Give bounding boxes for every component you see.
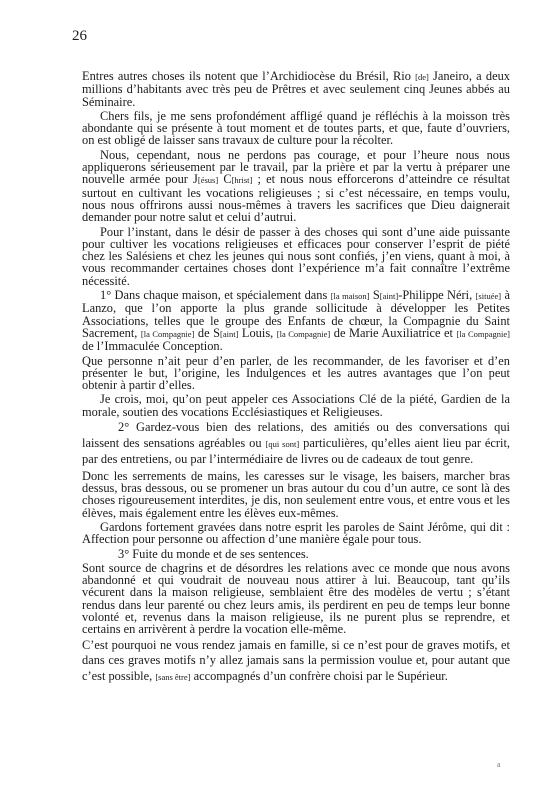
paragraph-13: C’est pourquoi ne vous rendez jamais en famille, si ce n’est pour de graves motifs, et dans ces graves motifs n’y allez jamais sans la permission voulue et, pour autant que c’est possible, [sans être] accompagnés d’un confrère choisi par le Supérieur. bbox=[82, 637, 510, 683]
editorial-insertion: [de] bbox=[415, 72, 429, 82]
editorial-insertion: [aint] bbox=[220, 328, 239, 339]
editorial-insertion: [hrist] bbox=[231, 175, 253, 186]
paragraph-8: 2° Gardez-vous bien des relations, des amitiés ou des conversations qui laissent des sensations agréables ou [qui sont] particulières, qu’elles aient lieu par écrit, par des entretiens, ou par l’intermédiaire de livres ou de cadeaux de tout genre. bbox=[82, 420, 510, 467]
paragraph-10: Gardons fortement gravées dans notre esprit les paroles de Saint Jérôme, qui dit : Affection pour personne ou affection d’une manière égale pour tous. bbox=[82, 519, 510, 547]
paragraph-4: Pour l’instant, dans le désir de passer à des choses qui sont d’une aide puissante pour cultiver les vocations religieuses et efficaces pour conserver l’esprit de piété chez les Salésiens et chez les jeunes qui nous sont confiés, j’en viens, quant à moi, à vous recommander certaines choses dont l’expérience m’a fait connaître l’extrême nécessité. bbox=[82, 224, 510, 288]
paragraph-3: Nous, cependant, nous ne perdons pas courage, et pour l’heure nous nous appliquerons sérieusement par le travail, par la prière et par la vertu à préparer une nouvelle armée pour J[ésus] C[hrist] ; et nous nous efforcerons d’atteindre ce résultat surtout en cultivant les vocations religieuses ; si c’est nécessaire, en temps voulu, nous nous offrirons aussi nous-mêmes à travers les sacrifices que Dieu daignerait demander pour notre salut et celui d’autrui. bbox=[82, 147, 510, 225]
editorial-insertion: [qui sont] bbox=[265, 438, 300, 449]
paragraph-7: Je crois, moi, qu’on peut appeler ces Associations Clé de la piété, Gardien de la morale, soutien des vocations Ecclésiastiques et Religieuses. bbox=[82, 392, 510, 419]
editorial-insertion: [la maison] bbox=[330, 291, 370, 302]
marginal-mark: a bbox=[497, 760, 501, 769]
paragraph-9: Donc les serrements de mains, les caresses sur le visage, les baisers, marcher bras dessus, bras dessous, ou se promener un bras autour du cou d’un autre, ce sont là des choses rigoureusement interdites, je dis, non seulement entre vous, et entre vous et les élèves, mais également entre les élèves eux-mêmes. bbox=[82, 468, 510, 520]
editorial-insertion: [aint] bbox=[379, 291, 399, 302]
paragraph-11: 3° Fuite du monde et de ses sentences. bbox=[118, 546, 309, 561]
paragraph-2: Chers fils, je me sens profondément affligé quand je réfléchis à la moisson très abondante qui se présente à tout moment et de toutes parts, et que, faute d’ouvriers, on est obligé de laisser sans travaux de culture pour la récolter. bbox=[82, 108, 510, 148]
editorial-insertion: [sans être] bbox=[155, 671, 191, 682]
editorial-insertion: [la Compagnie] bbox=[456, 328, 510, 339]
editorial-insertion: [ésus] bbox=[197, 175, 219, 186]
body-text bbox=[82, 70, 510, 687]
paragraph-6: Que personne n’ait peur d’en parler, de les recommander, de les favoriser et d’en présenter le but, l’origine, les Indulgences et les autres avantages que l’on peut obtenir à partir d’elles. bbox=[82, 353, 510, 393]
editorial-insertion: [située] bbox=[475, 291, 502, 302]
paragraph-1: Entres autres choses ils notent que l’Archidiocèse du Brésil, Rio [de] Janeiro, a deux millions d’habitants avec très peu de Prêtres et avec seulement cinq Jeunes abbés au Séminaire. bbox=[82, 69, 510, 109]
page-number: 26 bbox=[72, 28, 87, 44]
editorial-insertion: [la Compagnie] bbox=[276, 328, 331, 339]
editorial-insertion: [la Compagnie] bbox=[140, 328, 195, 339]
paragraph-12: Sont source de chagrins et de désordres les relations avec ce monde que nous avons abandonné et qui voudrait de nouveau nous attirer à lui. Beaucoup, tant qu’ils vécurent dans la maison religieuse, semblaient être des modèles de vertu ; s’étant rendus dans leur parenté ou chez leurs amis, ils perdirent en peu de temps leur bonne volonté et, revenus dans la maison religieuse, ils ne purent plus se reprendre, et certains en arrivèrent à perdre la vocation elle-même. bbox=[82, 560, 510, 637]
paragraph-5: 1° Dans chaque maison, et spécialement dans [la maison] S[aint]-Philippe Néri, [située] à Lanzo, que l’on apporte la plus grande sollicitude à développer les Petites Associations, telles que le groupe des Enfants de chœur, la Compagnie du Saint Sacrement, [la Compagnie] de S[aint] Louis, [la Compagnie] de Marie Auxiliatrice et [la Compagnie] de l’Immaculée Conception. bbox=[82, 288, 510, 354]
